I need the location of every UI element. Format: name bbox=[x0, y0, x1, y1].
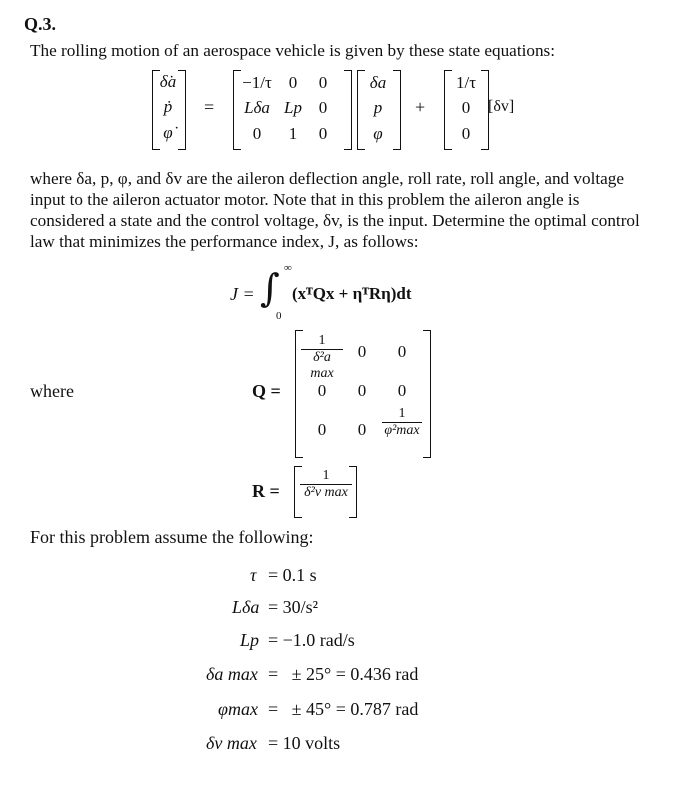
q22: 0 bbox=[357, 381, 367, 400]
a21: Lδa bbox=[244, 98, 270, 117]
lower-limit: 0 bbox=[276, 310, 282, 322]
lhs-p-dot: ṗ bbox=[163, 97, 173, 116]
j-label: J = bbox=[230, 284, 255, 304]
b2: 0 bbox=[461, 98, 471, 117]
q33-num: 1 bbox=[382, 406, 422, 423]
param-lhs: Lp bbox=[240, 630, 260, 650]
q31: 0 bbox=[317, 420, 327, 439]
q11-num: 1 bbox=[301, 333, 343, 350]
b1: 1/τ bbox=[455, 73, 477, 92]
q11 bbox=[301, 333, 343, 382]
a32: 1 bbox=[288, 124, 298, 143]
b3: 0 bbox=[461, 124, 471, 143]
question-number: Q.3. bbox=[24, 14, 57, 34]
r-num: 1 bbox=[300, 468, 352, 485]
a23: 0 bbox=[318, 98, 328, 117]
q21: 0 bbox=[317, 381, 327, 400]
a33: 0 bbox=[318, 124, 328, 143]
upper-limit: ∞ bbox=[284, 262, 292, 274]
r-label: R = bbox=[252, 481, 280, 501]
input-vector: [δv] bbox=[488, 98, 515, 115]
param-rhs: = −1.0 rad/s bbox=[268, 630, 355, 650]
q33-den: φ²max bbox=[384, 423, 420, 438]
q12: 0 bbox=[357, 342, 367, 361]
intro-text: The rolling motion of an aerospace vehicle is given by these state equations: bbox=[30, 41, 556, 60]
x1: δa bbox=[369, 73, 387, 92]
param-rhs: = ± 45° = 0.787 rad bbox=[268, 699, 419, 719]
description-text: where δa, p, φ, and δv are the aileron deflection angle, roll rate, roll angle, and voltage input to the aileron actuator motor. Note that in this problem the aileron angle is considered a state and the control voltage, δv, is the input. Determine the optimal control law that minimizes the performance index, J, as follows: bbox=[30, 169, 640, 251]
q13: 0 bbox=[397, 342, 407, 361]
param-lhs: φmax bbox=[218, 699, 258, 719]
lhs-phi-dot: φ̇ bbox=[163, 123, 173, 142]
param-lhs: δv max bbox=[206, 733, 257, 753]
a13: 0 bbox=[318, 73, 328, 92]
a31: 0 bbox=[252, 124, 262, 143]
lhs-delta-a-dot: δ̇a bbox=[159, 72, 177, 91]
param-lhs: δa max bbox=[206, 664, 258, 684]
param-rhs: = 10 volts bbox=[268, 733, 341, 753]
q33 bbox=[382, 406, 422, 439]
integrand: (xᵀQx + ηᵀRη)dt bbox=[292, 284, 412, 303]
param-rhs: = 30/s² bbox=[268, 597, 319, 617]
param-rhs: = 0.1 s bbox=[268, 565, 317, 585]
a12: 0 bbox=[288, 73, 298, 92]
where-label: where bbox=[30, 381, 74, 401]
x3: φ bbox=[373, 124, 383, 143]
q23: 0 bbox=[397, 381, 407, 400]
q32: 0 bbox=[357, 420, 367, 439]
assume-text: For this problem assume the following: bbox=[30, 527, 314, 547]
x2: p bbox=[373, 98, 383, 117]
r-den: δ²v max bbox=[304, 485, 348, 500]
r11 bbox=[300, 468, 352, 501]
a22: Lp bbox=[284, 98, 302, 117]
param-lhs: τ bbox=[250, 565, 257, 585]
q11-den: δ²a max bbox=[310, 350, 334, 381]
a11: −1/τ bbox=[242, 73, 272, 92]
param-rhs: = ± 25° = 0.436 rad bbox=[268, 664, 419, 684]
param-lhs: Lδa bbox=[232, 597, 260, 617]
q-label: Q = bbox=[252, 381, 281, 401]
